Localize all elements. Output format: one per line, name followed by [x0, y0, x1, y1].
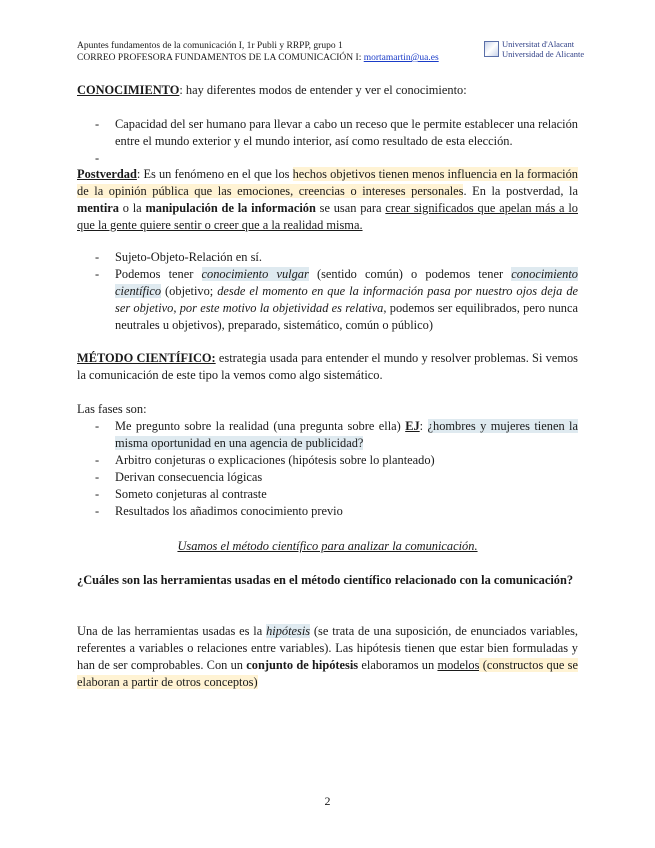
list-item: - Derivan consecuencia lógicas — [95, 470, 263, 484]
term-manipulacion: manipulación de la información — [145, 201, 316, 215]
term-conjunto-hipotesis: conjunto de hipótesis — [246, 658, 359, 672]
list-item-text: Podemos tener — [115, 267, 202, 281]
conocimiento-intro: : hay diferentes modos de entender y ver el conocimiento: — [179, 83, 467, 97]
list-item: - Someto conjeturas al contraste — [95, 487, 267, 501]
list-item: - Sujeto-Objeto-Relación en sí. — [95, 250, 262, 264]
list-item-text: (sentido común) o podemos tener — [308, 267, 512, 281]
postverdad-text-3: o la — [118, 201, 146, 215]
list-item: - Resultados los añadimos conocimiento previo — [95, 504, 343, 518]
list-item-text: Resultados los añadimos conocimiento previo — [115, 504, 343, 518]
list-item-text: Sujeto-Objeto-Relación en sí. — [115, 250, 262, 264]
header-contact-label: CORREO PROFESORA FUNDAMENTOS DE LA COMUNICACIÓN I: — [77, 53, 364, 63]
postverdad-underlined: crear significados que apelan más a lo que la gente quiere sentir o creer que a la realidad misma. — [77, 201, 578, 232]
phases-intro: Las fases son: — [77, 402, 147, 416]
knowledge-list — [77, 249, 578, 334]
question-block — [77, 572, 578, 589]
list-item-text: Someto conjeturas al contraste — [115, 487, 267, 501]
hipotesis-text-2: (se trata de una suposición, de enunciados variables, referentes a variables o relaciones entre variables). Las hipótesis tienen que estar bien formuladas y han de ser comprobables. Con un — [77, 624, 578, 672]
header-line-1: Apuntes fundamentos de la comunicación I, 1r Publi y RRPP, grupo 1 — [77, 41, 343, 51]
term-conocimiento-cientifico: conocimiento científico — [115, 267, 578, 298]
list-item: - Arbitro conjeturas o explicaciones (hipótesis sobre lo planteado) — [95, 453, 435, 467]
italic-note: desde el momento en que la información pasa por nuestro ojos deja de ser objetivo, por este motivo la objetividad es relativa — [115, 284, 579, 315]
section-metodo — [77, 350, 578, 384]
example-label: EJ — [405, 419, 420, 433]
hipotesis-text-3: elaboramos un — [358, 658, 438, 672]
term-conocimiento-vulgar: conocimiento vulgar — [201, 267, 309, 281]
postverdad-text-1: : Es un fenómeno en el que los — [136, 167, 293, 181]
section-conocimiento — [77, 82, 578, 99]
email-link[interactable]: mortamartin@ua.es — [363, 53, 439, 63]
list-item-text: Me pregunto sobre la realidad (una pregunta sobre ella) — [115, 419, 406, 433]
list-item-text: Arbitro conjeturas o explicaciones (hipótesis sobre lo planteado) — [115, 453, 435, 467]
term-hipotesis: hipótesis — [266, 624, 311, 638]
logo-name-spanish: Universidad de Alicante — [502, 48, 585, 59]
hipotesis-text-1: Una de las herramientas usadas es la — [77, 624, 267, 638]
term-metodo-cientifico: MÉTODO CIENTÍFICO: — [77, 351, 216, 365]
list-item: - Me pregunto sobre la realidad (una pregunta sobre ella) EJ: ¿hombres y mujeres tienen la misma oportunidad en una agencia de publicidad? — [95, 419, 578, 450]
list-item-text: Derivan consecuencia lógicas — [115, 470, 263, 484]
university-emblem-icon — [484, 41, 499, 57]
section-postverdad — [77, 166, 578, 234]
postverdad-text-4: se usan para — [315, 201, 386, 215]
term-modelos: modelos — [437, 658, 480, 672]
centered-note: Usamos el método científico para analizar la comunicación. — [177, 539, 478, 553]
term-conocimiento: CONOCIMIENTO — [77, 83, 180, 97]
list-item-text: (objetivo; — [161, 284, 218, 298]
university-logo — [484, 40, 584, 59]
postverdad-text-2: . En la postverdad, la — [463, 184, 578, 198]
list-item: - Capacidad del ser humano para llevar a cabo un receso que le permite establecer una relación entre el mundo exterior y el mundo interior, así como resultado de esta elección. — [95, 117, 578, 148]
logo-name-valencian: Universitat d'Alacant — [502, 39, 575, 49]
list-item-text: : — [419, 419, 428, 433]
section-question: ¿Cuáles son las herramientas usadas en el método científico relacionado con la comunicación? — [77, 573, 574, 587]
section-hipotesis — [77, 623, 578, 691]
conocimiento-list — [77, 116, 578, 167]
page-number: 2 — [324, 794, 331, 808]
modelos-definition: (constructos que se elaboran a partir de otros conceptos) — [77, 658, 578, 689]
example-question: ¿hombres y mujeres tienen la misma oportunidad en una agencia de publicidad? — [115, 419, 578, 450]
list-item-text: , podemos ser equilibrados, pero nunca neutrales u objetivos), preparado, sistemático, común o público) — [115, 301, 579, 332]
term-mentira: mentira — [77, 201, 119, 215]
metodo-text: estrategia usada para entender el mundo y resolver problemas. Si vemos la comunicación de este tipo la vemos como algo sistemático. — [77, 351, 578, 382]
list-item-empty: - — [95, 151, 100, 165]
phases-section — [77, 401, 578, 520]
list-item-text: Capacidad del ser humano para llevar a cabo un receso que le permite establecer una relación entre el mundo exterior y el mundo interior, así como resultado de esta elección. — [115, 117, 578, 148]
centered-note-block — [77, 538, 578, 555]
postverdad-highlight: hechos objetivos tienen menos influencia en la formación de la opinión pública que las emociones, creencias o intereses personales — [77, 167, 578, 198]
term-postverdad: Postverdad — [77, 167, 137, 181]
list-item: - Podemos tener conocimiento vulgar (sentido común) o podemos tener conocimiento científico (objetivo; desde el momento en que la información pasa por nuestro ojos deja de ser objetivo, por este motivo la objetividad es relativa, podemos ser equilibrados, pero nunca neutrales u objetivos), preparado, sistemático, común o público) — [95, 267, 579, 332]
